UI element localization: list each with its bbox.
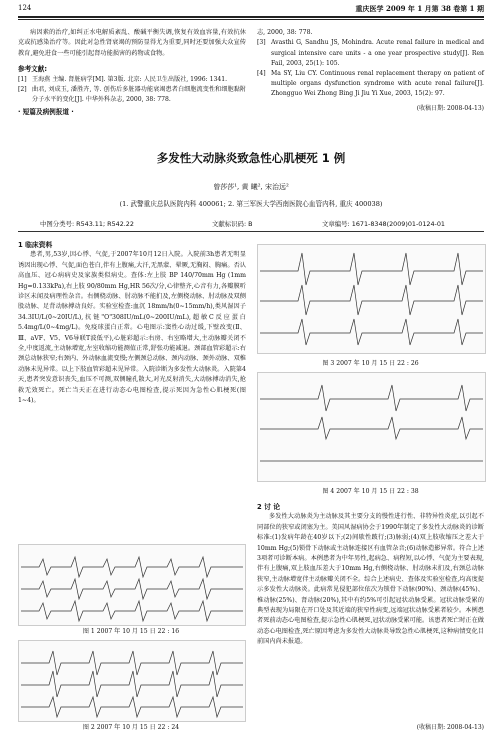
ecg-figure-1 xyxy=(18,544,246,626)
document-code: 文献标识码: B xyxy=(212,220,253,228)
reference-item xyxy=(257,69,484,100)
header-rule-thin xyxy=(18,19,484,20)
meta-rule xyxy=(18,231,484,232)
reference-number: [2] xyxy=(18,85,27,93)
ecg-trace xyxy=(19,641,245,721)
discussion-text: 多发性大动脉炎为主动脉及其主要分支的慢性进行性、非特异性炎症,以引起不同部位的狭窄或闭塞为主。美国风湿病协会于1990年制定了多发性大动脉炎的诊断标准:(1)发病年龄在40岁以下;(2)间歇性跛行;(3)脉弱;(4)双上肢收缩压之差大于10mm Hg;(5)锁骨下动脉或主动脉连接区有血管杂音;(6)动脉造影异常。符合上述3项者可诊断本病。本例患者为中年男性,起病急、病程短,以心悸、气促为主要表现,伴有上腹痛,双上肢血压差大于10mm Hg,右侧桡动脉、肘动脉未扪及,右颈总动脉狭窄,主动脉增宽伴主动脉瓣关闭不全。综合上述病史、查体及实验室检查,均高度提示多发性大动脉炎。此病常见侵犯部位依次为锁骨下动脉(90%)、颈动脉(45%)、椎动脉(25%)、肾动脉(20%),其中有约5%可引起冠状动脉受累。冠状动脉受累的典型表现为局限在开口处及其近端的狭窄性病变,远端冠状动脉受累者较少。本例患者死前动态心电图检查,提示急性心肌梗死,冠状动脉受累可能。该患者死亡时正在做动态心电图检查,死亡原因考虑为多发性大动脉炎导致急性心肌梗死,这种病情变化目前国内尚未报道。 xyxy=(257,513,484,646)
reference-text: 王海燕 主编. 肾脏病学[M]. 第3版. 北京: 人民卫生出版社, 1996: 1341. xyxy=(32,75,228,83)
reference-number: [3] xyxy=(257,39,266,47)
prev-article-right xyxy=(257,28,484,114)
section-heading: 1 临床资料 xyxy=(18,241,53,249)
reference-number: [4] xyxy=(257,70,266,78)
article-id: 文章编号: 1671-8348(2009)01-0124-01 xyxy=(322,220,445,228)
figure-3-caption: 图 3 2007 年 10 月 15 日 22 : 26 xyxy=(322,360,419,367)
ecg-trace xyxy=(19,545,245,625)
prev-article-paragraph: 病因素的治疗,如纠正水电解质紊乱、酸碱平衡失调,恢复有效血容量,有效抗休克或抗感染治疗等。因此对急性肾衰竭的预防显得尤为重要,同时还要加强大众宣传教育,避免进食一些可能引起肾功能损害的药物或食物。 xyxy=(18,29,246,57)
reference-item xyxy=(18,85,246,105)
ecg-figure-4 xyxy=(257,372,486,482)
page-number: 124 xyxy=(18,4,32,12)
reference-item xyxy=(257,38,484,69)
figure-1-caption: 图 1 2007 年 10 月 15 日 22 : 16 xyxy=(82,628,180,635)
clinical-text: 患者,男,53岁,因心悸、气促,于2007年10月12日入院。入院前3h患者无明显诱因出现心悸、气促,面色苍白,伴有上腹痛,大汗,无黑蒙、晕厥,无胸闷、胸痛。否认高血压、冠心病病史及家族类似病史。查体:左上肢 BP 140/70mm Hg (1mm Hg=0.133kPa),右上肢 90/80mm Hg,HR 56次/分,心律整齐,心音有力,各瓣膜听诊区未闻及病理性杂音。右侧桡动脉、肘动脉不能扪及,左侧桡动脉、肘动脉及双侧股动脉、足背动脉搏动良好。实验室检查:血沉 18mm/h(0~15mm/h),类风湿因子 34.3IU/L(0~20IU/L),抗链"O"308IU/mL(0~200IU/mL),超敏C反应蛋白 5.4mg/L(0~4mg/L)。免疫球蛋白正常。心电图示:窦性心动过缓,下壁改变(Ⅱ、Ⅲ、aVF、V5、V6导联T波低平),心脏彩超示:右房、右室略增大,主动脉瓣关闭不全,中度返流,主动脉增宽,左室收缩功能测值正常,舒张功能减退。颈部血管彩超示:右颈总动脉狭窄;右颈内、外动脉血流变慢;左侧颈总动脉、颈内动脉、颈外动脉、双椎动脉未见异常。以上下肢血管彩超未见异常。入院诊断为多发性大动脉炎。入院第4天,患者突发意识丧失,血压不可测,双侧瞳孔散大,对光反射消失,大动脉搏动消失,抢救无效死亡。死亡当天正在进行动态心电图检查,提示死因为急性心肌梗死(图1~4)。 xyxy=(18,251,246,405)
article-title: 多发性大动脉炎致急性心肌梗死 1 例 xyxy=(156,151,346,165)
running-header xyxy=(18,4,484,16)
ecg-figure-2 xyxy=(18,640,246,722)
reference-item xyxy=(18,75,246,85)
reference-text: Ma SY, Liu CY. Continuous renal replacement therapy on patient of multiple organs dysfunction syndrome with acute renal failure[J]. Zhongguo Wei Zhong Bing Ji Jiu Yi Xue, 2003, 15(2): 97. xyxy=(271,70,484,98)
figure-2-caption: 图 2 2007 年 10 月 15 日 22 : 24 xyxy=(82,724,180,731)
reference-text: 曲君, 刘成玉, 潘胜卉, 等. 创伤后多脏器功能衰竭患者白细胞流变性和细胞黏附分子水平的变化[J]. 中华外科杂志, 2000, 38: 778. xyxy=(32,85,246,104)
affiliation: (1. 武警重庆总队医院内科 400061; 2. 第三军医大学西南医院心血管内科, 重庆 400038) xyxy=(119,200,383,208)
discussion-section xyxy=(257,502,484,648)
authors: 曾莎莎¹, 黄 曦², 宋治远² xyxy=(213,183,289,191)
column-tag: · 短篇及病例报道 · xyxy=(18,108,74,117)
prev-article-left xyxy=(18,28,246,118)
references-heading: 参考文献: xyxy=(18,65,48,74)
received-date: (收稿日期: 2008-04-13) xyxy=(416,724,484,731)
ecg-figure-3 xyxy=(257,244,486,354)
reference-text: Avasthi G, Sandhu JS, Mohindra. Acute renal failure in medical and surgical intensive care units - a one year prospective study[J]. Ren Fail, 2003, 25(1): 105. xyxy=(271,39,484,67)
received-date: (收稿日期: 2008-04-13) xyxy=(416,104,484,112)
section-heading: 2 讨 论 xyxy=(257,503,281,511)
journal-info: 重庆医学 2009 年 1 月第 38 卷第 1 期 xyxy=(355,4,484,13)
ecg-trace xyxy=(258,245,485,353)
header-rule xyxy=(18,16,484,18)
clinical-section xyxy=(18,240,246,407)
reference-continuation: 志, 2000, 38: 778. xyxy=(257,29,313,36)
ecg-trace xyxy=(258,373,485,481)
figure-4-caption: 图 4 2007 年 10 月 15 日 22 : 38 xyxy=(322,488,419,495)
reference-number: [1] xyxy=(18,75,27,83)
clc-number: 中图分类号: R543.11; R542.22 xyxy=(40,220,134,228)
